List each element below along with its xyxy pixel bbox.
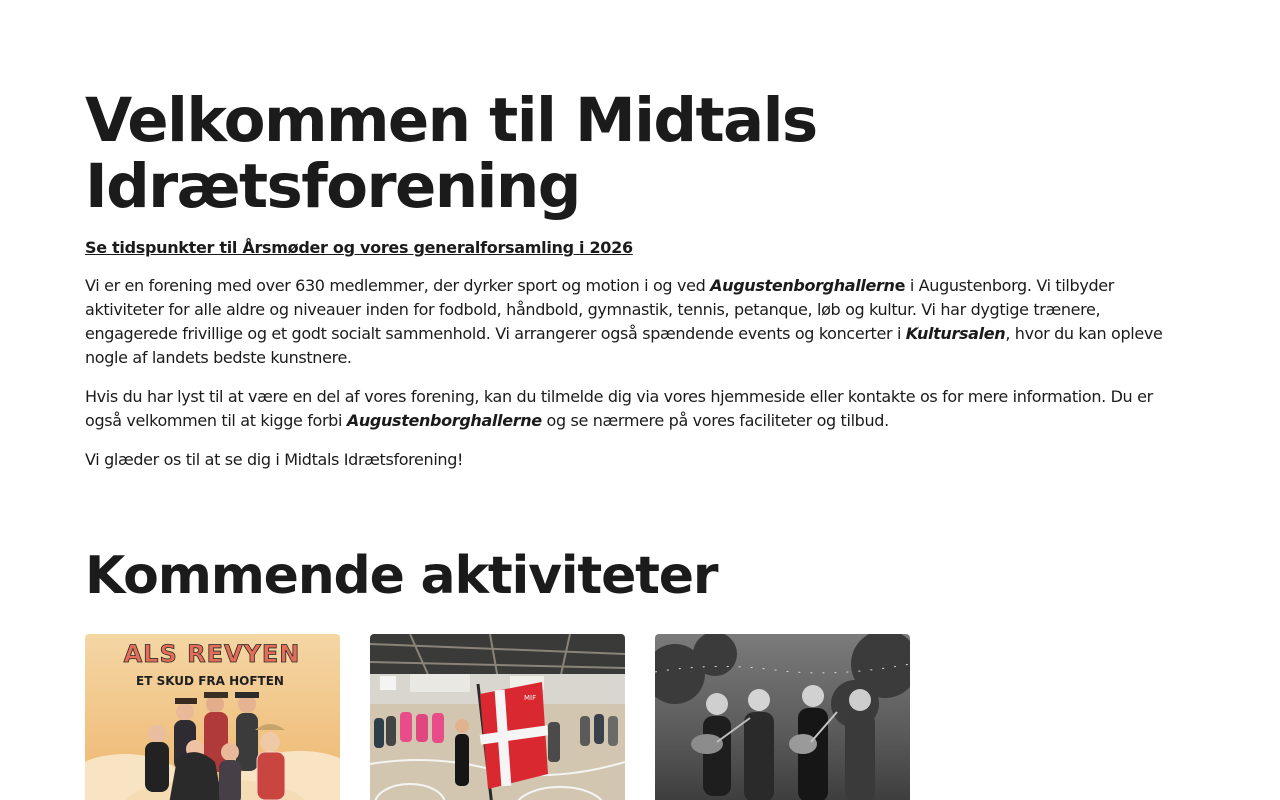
gym-hall-image	[370, 634, 625, 800]
join-paragraph	[85, 385, 1180, 433]
page-title-line-2: Idrætsforening	[85, 151, 580, 222]
band-photo-image	[655, 634, 910, 800]
page-title	[85, 85, 1185, 222]
intro-text-3: , hvor du kan opleve nogle af landets bedste kunstnere.	[85, 324, 1163, 367]
activity-card-gymnastics[interactable]	[370, 634, 625, 800]
flag-label: MIF	[524, 694, 537, 702]
activities-list	[85, 634, 910, 800]
join-text-2: og se nærmere på vores faciliteter og tilbud.	[541, 411, 889, 430]
activity-card-concert[interactable]	[655, 634, 910, 800]
activity-card-revue[interactable]	[85, 634, 340, 800]
join-text-1: Hvis du har lyst til at være en del af vores forening, kan du tilmelde dig via vores hjemmeside eller kontakte os for mere information. Du er også velkommen til at kigge forbi	[85, 387, 1153, 430]
revue-poster-image	[85, 634, 340, 800]
venue-name-suffix: e	[894, 276, 906, 295]
venue-name: Augustenborghallern	[710, 276, 895, 295]
intro-paragraph	[85, 274, 1180, 370]
culture-hall-name: Kultursalen	[905, 324, 1006, 343]
annual-meeting-link[interactable]: Se tidspunkter til Årsmøder og vores generalforsamling i 2026	[85, 238, 633, 257]
activities-heading: Kommende aktiviteter	[85, 546, 718, 606]
welcome-section	[85, 85, 1185, 472]
venue-name: Augustenborghallerne	[346, 411, 542, 430]
intro-text-2: i Augustenborg. Vi tilbyder aktiviteter for alle aldre og niveauer inden for fodbold, håndbold, gymnastik, tennis, petanque, løb og kultur. Vi har dygtige trænere, engagerede frivillige og et godt socialt sammenhold. Vi arrangerer også spændende events og koncerter i	[85, 276, 1114, 343]
revue-title-text: ALS REVYEN	[123, 640, 301, 668]
page-title-line-1: Velkommen til Midtals	[85, 85, 817, 156]
intro-text-1: Vi er en forening med over 630 medlemmer, der dyrker sport og motion i og ved	[85, 276, 711, 295]
revue-subtitle-text: ET SKUD FRA HOFTEN	[136, 674, 284, 688]
closing-paragraph: Vi glæder os til at se dig i Midtals Idrætsforening!	[85, 450, 464, 469]
